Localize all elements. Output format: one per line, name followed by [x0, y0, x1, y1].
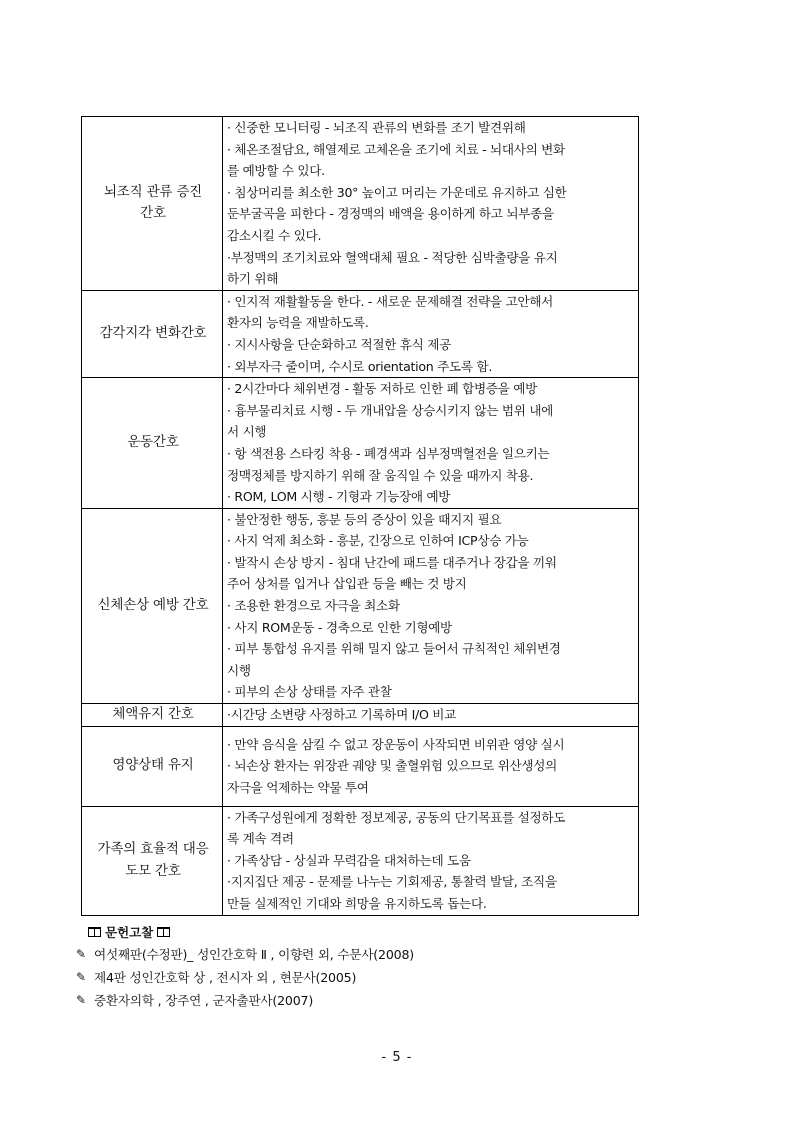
care-description — [223, 726, 639, 806]
description-line: · 신중한 모니터링 - 뇌조직 관류의 변화를 조기 발견위해 — [227, 120, 526, 135]
description-line: 주어 상처를 입거나 삽입관 등을 빼는 것 방지 — [227, 576, 467, 592]
description-line: ·지지집단 제공 - 문제를 나누는 기회제공, 통찰력 발달, 조직을 — [227, 874, 557, 890]
care-description — [223, 704, 639, 727]
care-category — [82, 290, 223, 377]
category-text: 신체손상 예방 간호 — [97, 597, 209, 614]
description-line: 정맥정체를 방지하기 위해 잘 움직일 수 있을 때까지 착용. — [227, 467, 534, 483]
description-line: 시행 — [227, 662, 251, 678]
care-category — [82, 117, 223, 291]
description-line: · 사지 ROM운동 - 경축으로 인한 기형예방 — [227, 619, 452, 635]
description-line: 록 계속 격려 — [227, 831, 294, 847]
care-row — [82, 704, 639, 727]
description-line: · 항 색전용 스타킹 착용 - 폐경색과 심부정맥혈전을 일으키는 — [227, 445, 550, 461]
category-text: 뇌조직 관류 증진 — [103, 183, 203, 200]
category-text: 가족의 효율적 대응 — [97, 841, 209, 858]
reference-item — [76, 988, 414, 1011]
care-category — [82, 726, 223, 806]
description-line: · 조용한 환경으로 자극을 최소화 — [227, 598, 400, 614]
description-line: ·시간당 소변량 사정하고 기록하며 I/O 비교 — [227, 707, 457, 723]
book-icon — [157, 927, 170, 937]
care-row — [82, 806, 639, 915]
description-line: · 가족상담 - 상실과 무력감을 대처하는데 도움 — [227, 852, 471, 868]
book-icon — [88, 927, 101, 937]
references-title: 문헌고찰 — [105, 925, 154, 940]
description-line: · 발작시 손상 방지 - 침대 난간에 패드를 대주거나 장갑을 끼워 — [227, 554, 557, 570]
nursing-care-table — [81, 116, 639, 916]
care-row — [82, 378, 639, 509]
reference-text: 제4판 성인간호학 상 , 전시자 외 , 현문사(2005) — [94, 970, 357, 985]
description-line: ·부정맥의 조기치료와 혈액대체 필요 - 적당한 심박출량을 유지 — [227, 249, 558, 265]
care-description — [223, 117, 639, 291]
description-line: · 불안정한 행동, 흥분 등의 증상이 있을 때지지 필요 — [227, 511, 502, 527]
care-category — [82, 508, 223, 703]
description-line: · 피부 통합성 유지를 위해 밀지 않고 들어서 규칙적인 체위변경 — [227, 641, 561, 657]
pencil-icon: ✎ — [76, 946, 86, 961]
description-line: · 만약 음식을 삼킬 수 없고 장운동이 사작되면 비위관 영양 실시 — [227, 736, 565, 752]
care-row — [82, 508, 639, 703]
description-line: · 침상머리를 최소한 30° 높이고 머리는 가운데로 유지하고 심한 — [227, 184, 567, 200]
category-text: 체액유지 간호 — [112, 706, 194, 723]
description-line: · ROM, LOM 시행 - 기형과 기능장애 예방 — [227, 489, 451, 505]
care-row — [82, 117, 639, 291]
category-text: 간호 — [140, 205, 166, 222]
description-line: · 인지적 재활활동을 한다. - 새로운 문제해결 전략을 고안해서 — [227, 293, 554, 309]
care-description — [223, 378, 639, 509]
description-line: 둔부굴곡을 피한다 - 경정맥의 배액을 용이하게 하고 뇌부종을 — [227, 206, 554, 222]
description-line: 를 예방할 수 있다. — [227, 163, 325, 179]
description-line: 서 시행 — [227, 424, 267, 440]
category-text: 운동간호 — [127, 434, 179, 451]
description-line: · 2시간마다 체위변경 - 활동 저하로 인한 폐 합병증을 예방 — [227, 381, 538, 397]
care-row — [82, 290, 639, 377]
category-text: 감각지각 변화간호 — [99, 325, 207, 342]
description-line: 하기 위해 — [227, 271, 279, 287]
description-line: · 외부자극 줄이며, 수시로 orientation 주도록 함. — [227, 358, 493, 374]
care-description — [223, 290, 639, 377]
care-description — [223, 508, 639, 703]
care-category — [82, 704, 223, 727]
care-row — [82, 726, 639, 806]
description-line: 자극을 억제하는 약물 투여 — [227, 779, 369, 795]
description-line: 감소시킬 수 있다. — [227, 227, 322, 243]
pencil-icon: ✎ — [76, 969, 86, 984]
category-text: 도모 간호 — [125, 862, 181, 879]
pencil-icon: ✎ — [76, 992, 86, 1007]
care-description — [223, 806, 639, 915]
reference-item — [76, 965, 414, 988]
reference-text: 중환자의학 , 장주연 , 군자출판사(2007) — [94, 993, 314, 1008]
description-line: · 피부의 손상 상태를 자주 관찰 — [227, 684, 392, 700]
description-line: · 흉부물리치료 시행 - 두 개내압을 상승시키지 않는 범위 내에 — [227, 402, 554, 418]
description-line: · 뇌손상 환자는 위장관 궤양 및 출혈위험 있으므로 위산생성의 — [227, 758, 557, 774]
description-line: · 지시사항을 단순화하고 적절한 휴식 제공 — [227, 336, 451, 352]
page-number: - 5 - — [381, 1050, 413, 1065]
description-line: 환자의 능력을 재발하도록. — [227, 315, 369, 331]
references-heading — [84, 922, 414, 942]
care-category — [82, 378, 223, 509]
description-line: · 사지 억제 최소화 - 흥분, 긴장으로 인하여 ICP상승 가능 — [227, 533, 529, 549]
reference-text: 여섯째판(수정판)_ 성인간호학 Ⅱ , 이향련 외, 수문사(2008) — [94, 947, 414, 962]
category-text: 영양상태 유지 — [112, 757, 194, 774]
references-section — [76, 922, 414, 1011]
description-line: · 체온조절담요, 해열제로 고체온을 조기에 치료 - 뇌대사의 변화 — [227, 141, 565, 157]
reference-item — [76, 942, 414, 965]
description-line: 만들 실제적인 기대와 희망을 유지하도록 돕는다. — [227, 896, 487, 911]
care-category — [82, 806, 223, 915]
description-line: · 가족구성원에게 정확한 정보제공, 공동의 단기목표를 설정하도 — [227, 809, 566, 825]
